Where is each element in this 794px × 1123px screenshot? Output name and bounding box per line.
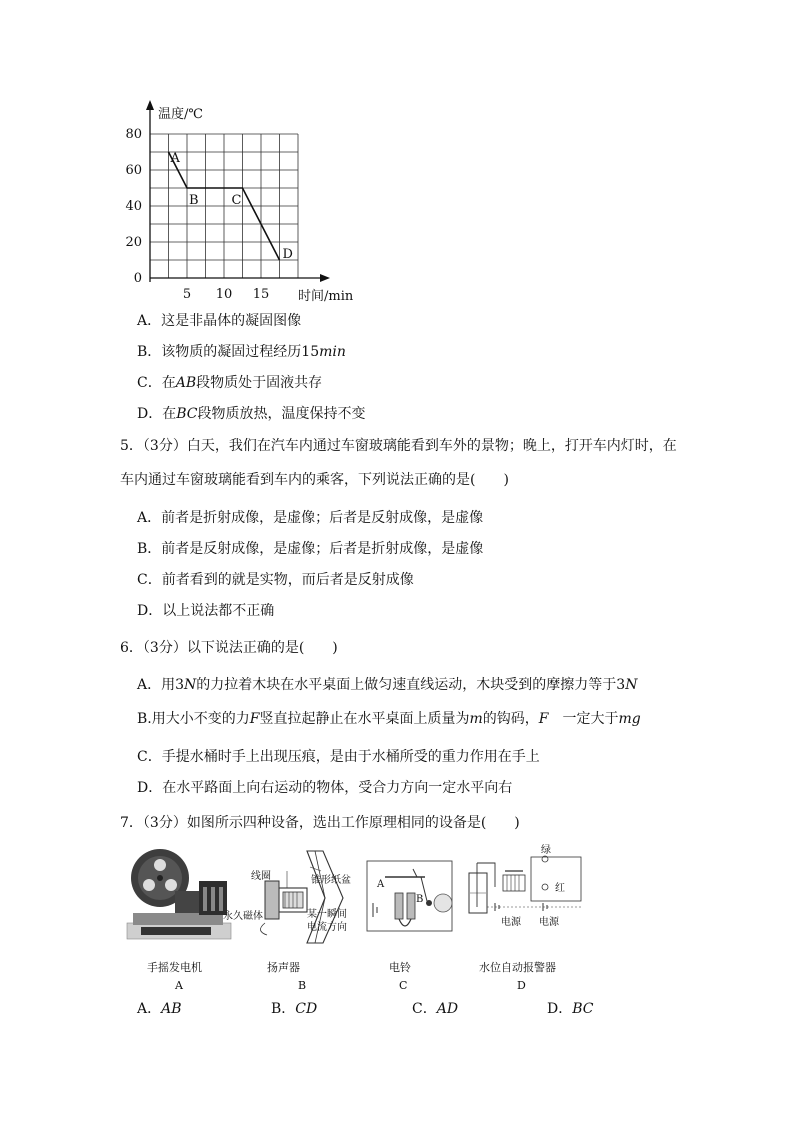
figure-c-caption: 电铃 xyxy=(389,961,411,974)
q4-option-c-pre: C．在 xyxy=(137,375,176,391)
q6-a-e1: N xyxy=(184,677,197,693)
q5-stem-line2: 车内通过车窗玻璃能看到车内的乘客，下列说法正确的是( ) xyxy=(120,472,509,488)
point-label-d: D xyxy=(282,247,293,262)
q7-option-a-prefix: A． xyxy=(137,1001,162,1017)
q6-b-p4: 一定大于 xyxy=(548,711,619,727)
figure-a-generator xyxy=(125,843,235,992)
q6-option-d: D．在水平路面上向右运动的物体，受合力方向一定水平向右 xyxy=(137,780,513,796)
q7-option-b-prefix: B． xyxy=(271,1001,296,1017)
speaker-label-coil: 线圈 xyxy=(251,871,271,882)
q7-stem: 7．（3分）如图所示四种设备，选出工作原理相同的设备是( ) xyxy=(120,815,520,831)
point-label-a: A xyxy=(170,151,180,166)
q4-option-b-unit: min xyxy=(319,344,346,360)
y-tick-label: 60 xyxy=(125,163,142,178)
figure-d-water-alarm xyxy=(465,843,585,992)
q5-option-d: D．以上说法都不正确 xyxy=(137,603,275,619)
q4-option-a xyxy=(137,312,301,330)
q4-option-d-seg: BC xyxy=(176,406,198,422)
q7-option-a-value: AB xyxy=(161,1001,182,1017)
q6-a-p2: 的力拉着木块在水平桌面上做匀速直线运动，木块受到的摩擦力等于3 xyxy=(196,677,626,693)
figure-c-bell xyxy=(365,843,460,992)
point-label-c: C xyxy=(231,193,242,208)
x-tick-label: 15 xyxy=(252,287,270,302)
point-labels xyxy=(170,151,293,262)
alarm-label-power-2: 电源 xyxy=(539,917,559,928)
y-tick-label: 40 xyxy=(125,199,142,214)
q6-option-c: C．手提水桶时手上出现压痕，是由于水桶所受的重力作用在手上 xyxy=(137,749,540,765)
chart-ticks xyxy=(125,127,269,302)
figure-b-caption: 扬声器 xyxy=(267,961,300,974)
q7-option-b-value: CD xyxy=(295,1001,318,1017)
q7-option-d-prefix: D． xyxy=(547,1001,573,1017)
speaker-label-current: 电流方向 xyxy=(307,922,347,933)
q4-option-d-post: 段物质放热，温度保持不变 xyxy=(197,406,366,422)
q4-option-b xyxy=(137,343,346,361)
q6-b-p2: 竖直拉起静止在水平桌面上质量为 xyxy=(259,711,470,727)
y-tick-label: 80 xyxy=(125,127,142,142)
q4-option-c-post: 段物质处于固液共存 xyxy=(196,375,323,391)
figure-b-speaker xyxy=(223,843,355,992)
q7-options xyxy=(137,998,607,1018)
y-axis-label: 温度/℃ xyxy=(158,107,203,122)
speaker-label-instant: 某一瞬间 xyxy=(307,909,347,920)
water-alarm-illustration xyxy=(465,843,585,948)
figure-c-letter: C xyxy=(399,979,408,992)
figure-b-letter: B xyxy=(298,979,307,992)
temperature-time-chart xyxy=(110,90,370,305)
q4-option-c xyxy=(137,374,322,392)
q4-option-a-text: A．这是非晶体的凝固图像 xyxy=(137,313,302,329)
q5-stem-line1: 5．（3分）白天，我们在汽车内通过车窗玻璃能看到车外的景物；晚上，打开车内灯时，在 xyxy=(120,438,677,454)
q5-option-a: A．前者是折射成像，是虚像；后者是反射成像，是虚像 xyxy=(137,510,484,526)
y-tick-label: 20 xyxy=(125,235,142,250)
q6-stem: 6．（3分）以下说法正确的是( ) xyxy=(120,640,338,656)
x-axis-label: 时间/min xyxy=(298,289,354,304)
x-axis-arrow xyxy=(320,274,330,282)
figure-a-letter: A xyxy=(175,979,183,992)
q6-a-p1: A．用3 xyxy=(137,677,185,693)
point-label-b: B xyxy=(189,193,199,208)
q6-b-e2: m xyxy=(469,711,483,727)
figure-a-caption: 手摇发电机 xyxy=(147,961,202,974)
q4-option-d xyxy=(137,405,366,423)
x-tick-label: 5 xyxy=(182,287,192,302)
q6-b-p1: B.用大小不变的力 xyxy=(137,711,250,727)
q7-option-d xyxy=(547,998,594,1018)
bell-illustration xyxy=(365,843,460,948)
alarm-label-green: 绿 xyxy=(541,845,551,856)
figure-d-letter: D xyxy=(517,979,526,992)
figure-d-caption: 水位自动报警器 xyxy=(479,961,556,974)
q7-option-a xyxy=(137,998,182,1018)
q5-option-c: C．前者看到的就是实物，而后者是反射成像 xyxy=(137,572,414,588)
q6-a-e2: N xyxy=(625,677,638,693)
q6-b-p3: 的钩码， xyxy=(482,711,539,727)
speaker-label-magnet: 永久磁体 xyxy=(223,911,263,922)
q7-figures xyxy=(125,843,585,993)
q7-option-c-value: AD xyxy=(436,1001,459,1017)
q6-option-a xyxy=(137,676,637,694)
alarm-label-power-1: 电源 xyxy=(501,917,521,928)
generator-illustration xyxy=(125,843,235,948)
q6-b-e1: F xyxy=(249,711,260,727)
q7-option-c-prefix: C． xyxy=(412,1001,437,1017)
q6-b-e3: F xyxy=(538,711,549,727)
q4-option-b-text: B．该物质的凝固过程经历15 xyxy=(137,344,320,360)
speaker-label-cone: 锥形纸盆 xyxy=(311,875,351,886)
y-axis-arrow xyxy=(146,100,154,110)
q5-option-b: B．前者是反射成像，是虚像；后者是折射成像，是虚像 xyxy=(137,541,484,557)
y-tick-label: 0 xyxy=(133,271,142,286)
bell-label-b: B xyxy=(416,894,424,905)
q6-b-e4: mg xyxy=(618,711,641,727)
q4-option-c-seg: AB xyxy=(175,375,197,391)
q7-option-b xyxy=(271,998,317,1018)
q4-option-d-pre: D．在 xyxy=(137,406,177,422)
q7-option-c xyxy=(412,998,458,1018)
q7-option-d-value: BC xyxy=(572,1001,594,1017)
x-tick-label: 10 xyxy=(215,287,233,302)
q6-option-b xyxy=(137,710,641,728)
bell-label-a: A xyxy=(377,879,385,890)
alarm-label-red: 红 xyxy=(555,883,565,894)
